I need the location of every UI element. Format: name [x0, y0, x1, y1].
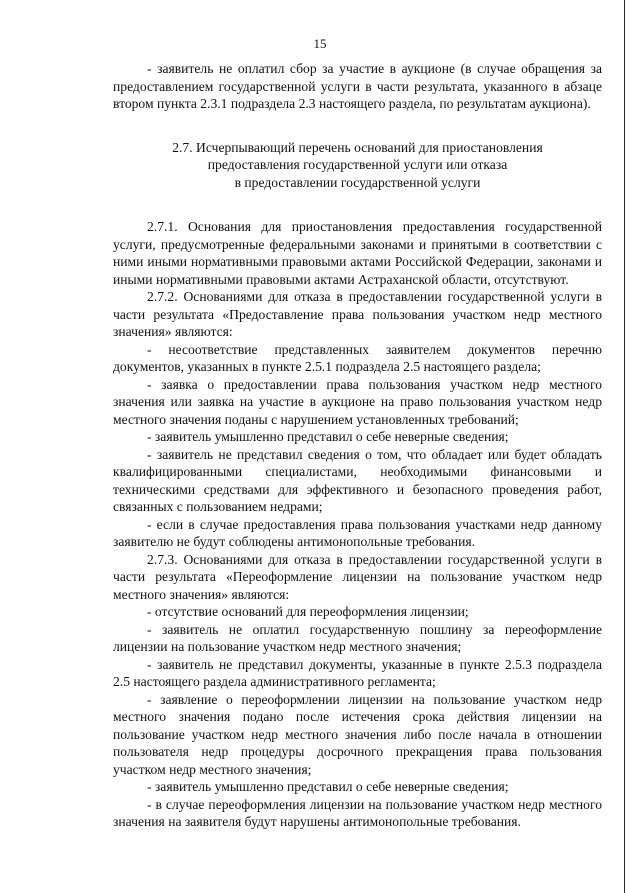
section-heading-line: в предоставлении государственной услуги [234, 174, 481, 190]
list-item: - заявитель не представил сведения о том, что обладает или будет обладать квалифицированными специалистами, необходимыми финансовыми и техническими средствами для эффективного и безопасного проведения работ, связанных с пользованием недрами; [113, 446, 602, 514]
section-heading [113, 139, 602, 192]
paragraph-2-7-1: 2.7.1. Основания для приостановления предоставления государственной услуги, предусмотренные федеральными законами и принятыми в соответствии с ними иными нормативными правовыми актами Российской Федерации, законами и иными нормативными правовыми актами Астраханской области, отсутствуют. [113, 219, 602, 287]
paragraph-2-7-3: 2.7.3. Основаниями для отказа в предоставлении государственной услуги в части результата «Переоформление лицензии на пользование участком недр местного значения» являются: [113, 551, 602, 602]
list-item: - заявка о предоставлении права пользования участком недр местного значения или заявка на участие в аукционе на право пользования участком недр местного значения поданы с нарушением установленных требований; [113, 376, 602, 427]
list-item: - отсутствие оснований для переоформления лицензии; [147, 604, 469, 619]
list-item: - заявитель не представил документы, указанные в пункте 2.5.3 подраздела 2.5 настоящего раздела административного регламента; [113, 656, 602, 689]
document-body [113, 60, 602, 831]
section-heading-line: 2.7. Исчерпывающий перечень оснований для приостановления [172, 139, 543, 155]
paragraph-2-7-2: 2.7.2. Основаниями для отказа в предоставлении государственной услуги в части результата «Предоставление права пользования участком недр местного значения» являются: [113, 289, 602, 339]
list-item: - заявление о переоформлении лицензии на пользование участком недр местного значения подано после истечения срока действия лицензии на пользование участком недр местного значения либо после начала в отношении пользователя недр процедуры досрочного прекращения права пользования участком недр местного значения; [113, 691, 602, 777]
page-number: 15 [313, 36, 327, 51]
list-item: - несоответствие представленных заявителем документов перечню документов, указанных в пункте 2.5.1 подраздела 2.5 настоящего раздела; [113, 341, 602, 374]
scan-edge-line [624, 0, 625, 893]
intro-paragraph: - заявитель не оплатил сбор за участие в аукционе (в случае обращения за предоставлением государственной услуги в части результата, указанного в абзаце втором пункта 2.3.1 подраздела 2.3 настоящего раздела, по результатам аукциона). [113, 61, 602, 111]
list-item: - заявитель умышленно представил о себе неверные сведения; [147, 779, 509, 794]
list-item: - заявитель умышленно представил о себе неверные сведения; [147, 429, 509, 444]
list-item: - в случае переоформления лицензии на пользование участком недр местного значения на заявителя будут нарушены антимонопольные требования. [113, 796, 602, 829]
section-heading-line: предоставления государственной услуги или отказа [207, 157, 508, 172]
list-item: - заявитель не оплатил государственную пошлину за переоформление лицензии на пользование участком недр местного значения; [113, 621, 602, 654]
list-item: - если в случае предоставления права пользования участками недр данному заявителю не будут соблюдены антимонопольные требования. [113, 516, 602, 549]
